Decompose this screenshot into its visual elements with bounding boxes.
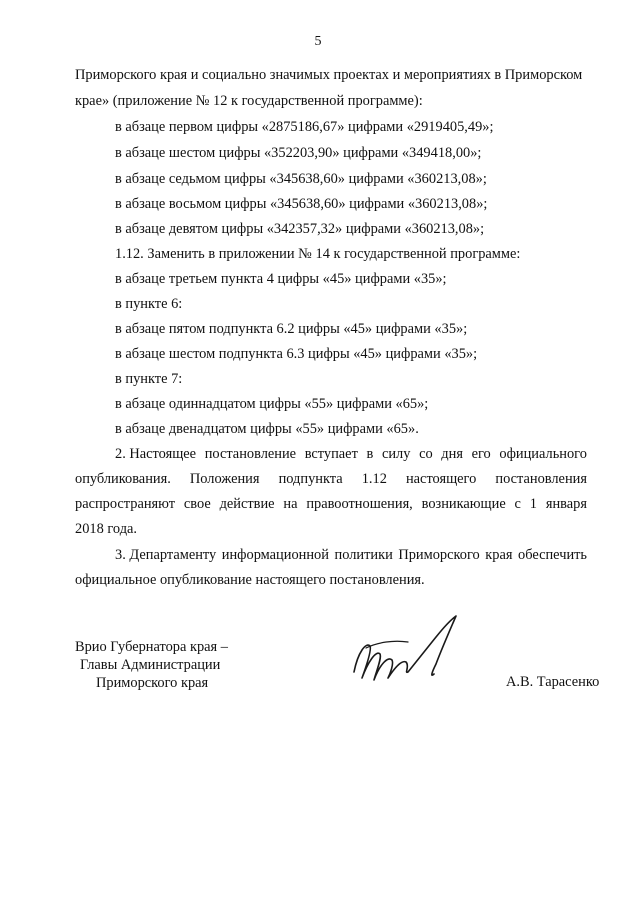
word: информационной xyxy=(221,547,329,563)
word: в xyxy=(366,446,374,462)
list-item: в абзаце первом цифры «2875186,67» цифрами «2919405,49»; xyxy=(115,119,494,135)
word: распространяют xyxy=(75,496,176,512)
list-item: в абзаце девятом цифры «342357,32» цифрами «360213,08»; xyxy=(115,221,485,237)
paragraph-line: крае» (приложение № 12 к государственной программе): xyxy=(75,93,423,109)
word: подпункта xyxy=(278,471,343,487)
word: дня xyxy=(441,446,463,462)
signatory-title-line: Приморского края xyxy=(96,675,209,691)
justified-line xyxy=(115,546,587,564)
list-item: в абзаце шестом подпункта 6.3 цифры «45» цифрами «35»; xyxy=(115,346,478,362)
word: официального xyxy=(499,446,587,462)
signatory-title-line: Главы Администрации xyxy=(80,657,221,673)
word: возникающие xyxy=(421,496,506,512)
word: правоотношения, xyxy=(306,496,413,512)
list-item: в абзаце двенадцатом цифры «55» цифрами «65». xyxy=(115,421,419,437)
word: Положения xyxy=(189,471,260,487)
word: политики xyxy=(334,547,393,563)
list-item: в абзаце пятом подпункта 6.2 цифры «45» цифрами «35»; xyxy=(115,321,468,337)
justified-line xyxy=(75,470,587,488)
list-item: в абзаце седьмом цифры «345638,60» цифрами «360213,08»; xyxy=(115,171,487,187)
word: Приморского xyxy=(398,547,480,563)
signatory-name: А.В. Тарасенко xyxy=(506,674,600,690)
word: обеспечить xyxy=(518,547,587,563)
word: со xyxy=(419,446,433,462)
word: на xyxy=(283,496,298,512)
word: с xyxy=(514,496,521,512)
word: 1 xyxy=(529,496,537,512)
list-item: 1.12. Заменить в приложении № 14 к государственной программе: xyxy=(115,246,521,262)
word: свое xyxy=(183,496,211,512)
paragraph-line: 2018 года. xyxy=(75,521,138,537)
list-item: в пункте 6: xyxy=(115,296,183,312)
justified-line xyxy=(115,445,587,463)
page-number: 5 xyxy=(314,34,322,49)
word: силу xyxy=(381,446,411,462)
paragraph-line: официальное опубликование настоящего постановления. xyxy=(75,572,425,588)
word: постановление xyxy=(204,446,297,462)
word: постановления xyxy=(495,471,587,487)
word: его xyxy=(471,446,491,462)
list-item: в абзаце шестом цифры «352203,90» цифрами «349418,00»; xyxy=(115,145,482,161)
paragraph-line: Приморского края и социально значимых проектах и мероприятиях в Приморском xyxy=(75,67,583,83)
word: края xyxy=(485,547,513,563)
list-item: в абзаце восьмом цифры «345638,60» цифрами «360213,08»; xyxy=(115,196,488,212)
list-item: в пункте 7: xyxy=(115,371,183,387)
handwritten-signature xyxy=(344,612,464,692)
list-item: в абзаце третьем пункта 4 цифры «45» цифрами «35»; xyxy=(115,271,447,287)
word: 3. Департаменту xyxy=(115,547,217,563)
word: настоящего xyxy=(405,471,477,487)
word: вступает xyxy=(304,446,358,462)
word: 2. Настоящее xyxy=(115,446,197,462)
justified-line xyxy=(75,495,587,513)
list-item: в абзаце одиннадцатом цифры «55» цифрами «65»; xyxy=(115,396,429,412)
word: 1.12 xyxy=(361,471,387,487)
signatory-title-line: Врио Губернатора края – xyxy=(75,639,228,655)
word: опубликования. xyxy=(75,471,171,487)
word: действие xyxy=(219,496,275,512)
word: января xyxy=(545,496,587,512)
